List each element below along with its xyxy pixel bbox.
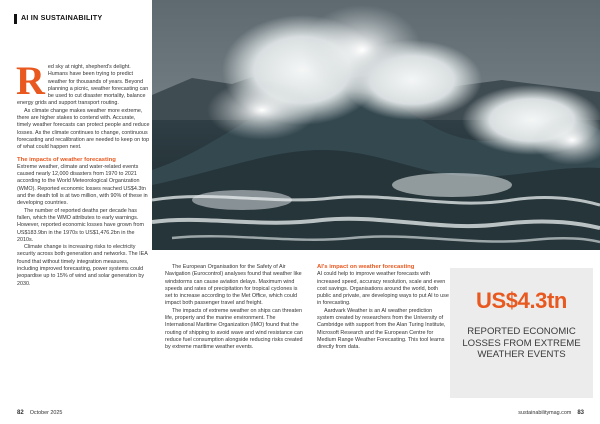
impacts-paragraph-2: The number of reported deaths per decade has fallen, which the WMO attributes to early warnings. However, reported economic losses have grown from US$183.9bn in the 1970s to US$1,476.2bn in the 2010s. [17, 207, 145, 243]
stat-value: US$4.3tn [476, 288, 567, 313]
section-marker [14, 14, 17, 24]
col3-paragraph-1: AI could help to improve weather forecasts with increased speed, accuracy resolution, scale and even cost savings. Organisations around the world, both public and private, are developing ways to put AI to use in forecasting. [317, 271, 449, 307]
impacts-paragraph-3: Climate change is increasing risks to electricity security across both generation and networks. The IEA found that without timely integration measures, including improved forecasting, power systems could jeopardise up to 15% of wind and solar generation by 2030. [17, 244, 148, 287]
hero-photo-crashing-waves [152, 0, 600, 250]
col2-paragraph-1: The European Organisation for the Safety of Air Navigation (Eurocontrol) analyses found that weather like windstorms can cause aviation delays. Maximum wind speeds and rates of precipitation for tropical cyclones is set to increase according to the Met Office, which could impact both passenger travel and freight. [165, 264, 302, 307]
stat-caption: REPORTED ECONOMIC LOSSES FROM EXTREME WEATHER EVENTS [462, 326, 581, 361]
intro-column [16, 58, 150, 288]
ai-impact-heading: AI's impact on weather forecasting [317, 264, 415, 270]
drop-cap: R [16, 58, 45, 103]
site-link[interactable]: sustainabilitymag.com [518, 410, 572, 416]
left-page-number: 82 [17, 410, 24, 416]
issue-date: October 2025 [29, 410, 63, 416]
right-page-number: 83 [577, 410, 584, 416]
col3-paragraph-2: Aardvark Weather is an AI weather prediction system created by researchers from the University of Cambridge with support from the Alan Turing Institute, Microsoft Research and the European Centre for Medium Range Weather Forecasting. This tool learns directly from data. [317, 307, 446, 351]
footer-left [17, 410, 62, 416]
stat-callout [450, 268, 593, 398]
col2-paragraph-2: The impacts of extreme weather on ships can threaten life, property and the marine environment. The International Maritime Organization (IMO) found that the routing of shipping to avoid wave and wind resistance can reduce fuel consumption alongside reducing risks created by extreme maritime weather events. [165, 307, 303, 351]
intro-paragraph-2: As climate change makes weather more extreme, there are higher stakes to contend with. Accurate, timely weather forecasts can protect people and reduce losses. As the climate continues to change, continuous forecasting and recalibration are needed to keep on top of what could happen next. [17, 107, 150, 151]
section-label: AI IN SUSTAINABILITY [21, 13, 103, 22]
body-column-2 [165, 264, 305, 352]
footer-right [518, 410, 584, 416]
impacts-heading: The impacts of weather forecasting [17, 156, 116, 163]
intro-paragraph-1: ed sky at night, shepherd's delight. Humans have been trying to predict weather for thousands of years. Beyond planning a picnic, weather forecasting can be used to cut disaster mortality, balance energy grids and support transport routing. [17, 64, 149, 107]
impacts-paragraph-1: Extreme weather, climate and water-related events caused nearly 12,000 disasters from 1970 to 2021 according to the World Meteorological Organization (WMO). Reported economic losses reached US$4.3tn and the death toll is at two million, with 90% of these in developing countries. [17, 163, 148, 207]
body-column-3 [317, 264, 449, 352]
